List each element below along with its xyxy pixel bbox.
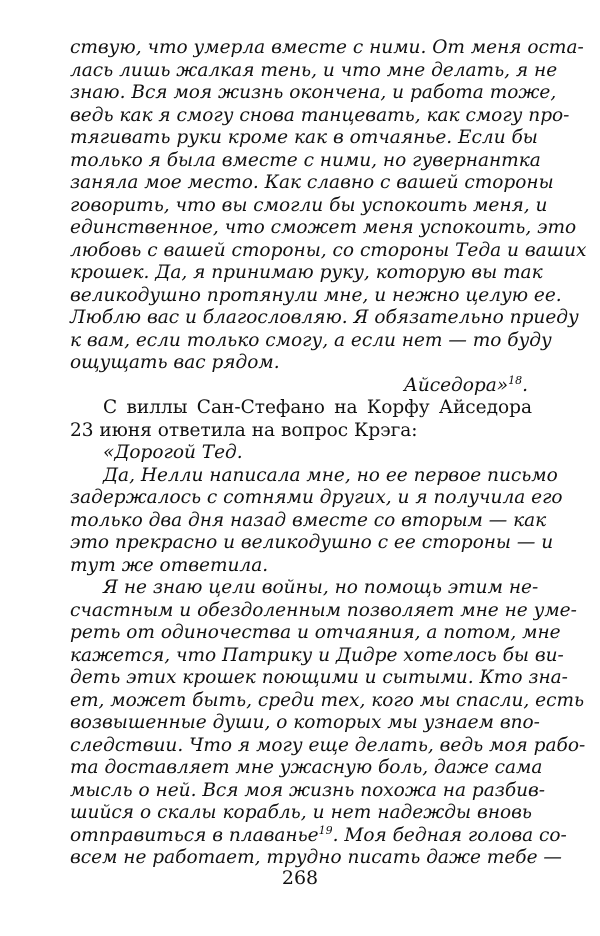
text-line: кажется, что Патрику и Дидре хотелось бы ви- (70, 644, 564, 666)
prose-line: 23 июня ответила на вопрос Крэга: (70, 419, 418, 441)
text-line: ствую, что умерла вместе с ними. От меня оста- (70, 37, 584, 58)
text-line: Люблю вас и благословляю. Я обязательно приеду (70, 307, 579, 328)
text-line: единственное, что сможет меня успокоить, это (70, 217, 577, 238)
text-line: задержалось с сотнями других, и я получила его (70, 487, 563, 508)
text-line: шийся о скалы корабль, и нет надежды вновь (70, 802, 532, 823)
text-fragment: . Моя бедная голова со- (332, 824, 567, 846)
text-line: заняла мое место. Как славно с вашей стороны (70, 172, 554, 193)
letter-salutation: «Дорогой Тед. (103, 442, 243, 463)
text-line: возвышенные души, о которых мы узнаем впо- (70, 712, 540, 733)
signature-text: Айседора» (403, 374, 509, 396)
text-line: Да, Нелли написала мне, но ее первое письмо (103, 464, 558, 486)
footnote-ref: 19 (318, 823, 333, 837)
text-line: та доставляет мне ужасную боль, даже сама (70, 757, 543, 778)
text-line: ведь как я смогу снова танцевать, как смогу про- (70, 104, 570, 126)
text-line: великодушно протянули мне, и нежно целую ее. (70, 284, 562, 306)
prose-line: С виллы Сан-Стефано на Корфу Айседора (103, 397, 532, 418)
text-line: счастным и обездоленным позволяет мне не уме- (70, 599, 577, 621)
text-line: Я не знаю цели войны, но помощь этим не- (103, 577, 539, 598)
text-fragment: отправиться в плаванье (70, 824, 319, 846)
text-line-with-footnote (70, 823, 567, 847)
text-line: деть этих крошек поющими и сытыми. Кто зна- (70, 667, 568, 688)
text-line: ощущать вас рядом. (70, 352, 280, 373)
text-line: к вам, если только смогу, а если нет — то буду (70, 329, 552, 351)
text-line: только два дня назад вместе со вторым — как (70, 509, 547, 531)
text-line: тягивать руки кроме как в отчаянье. Если бы (70, 127, 538, 148)
text-line: ет, может быть, среди тех, кого мы спасли, есть (70, 689, 585, 711)
text-line: тут же ответила. (70, 554, 269, 576)
footnote-ref: 18 (508, 373, 523, 387)
text-line: знаю. Вся моя жизнь окончена, и работа тоже, (70, 82, 557, 103)
text-line: следствии. Что я могу еще делать, ведь моя рабо- (70, 734, 586, 756)
text-line: лась лишь жалкая тень, и что мне делать, я не (70, 59, 558, 81)
signature: Айседора»$^{18}$. (403, 373, 528, 396)
text-line: всем не работает, трудно писать даже тебе — (70, 847, 562, 868)
text-line: только я была вместе с ними, но гувернантка (70, 149, 541, 171)
text-line: крошек. Да, я принимаю руку, которую вы так (70, 262, 543, 283)
text-line: говорить, что вы смогли бы успокоить меня, и (70, 194, 548, 216)
text-line: реть от одиночества и отчаяния, а потом, мне (70, 622, 561, 643)
text-line: мысль о ней. Вся моя жизнь похожа на разбив- (70, 779, 546, 801)
page-number: 268 (281, 867, 319, 889)
text-line: это прекрасно и великодушно с ее стороны — и (70, 532, 554, 553)
text-line: любовь с вашей стороны, со стороны Теда и ваших (70, 239, 587, 261)
